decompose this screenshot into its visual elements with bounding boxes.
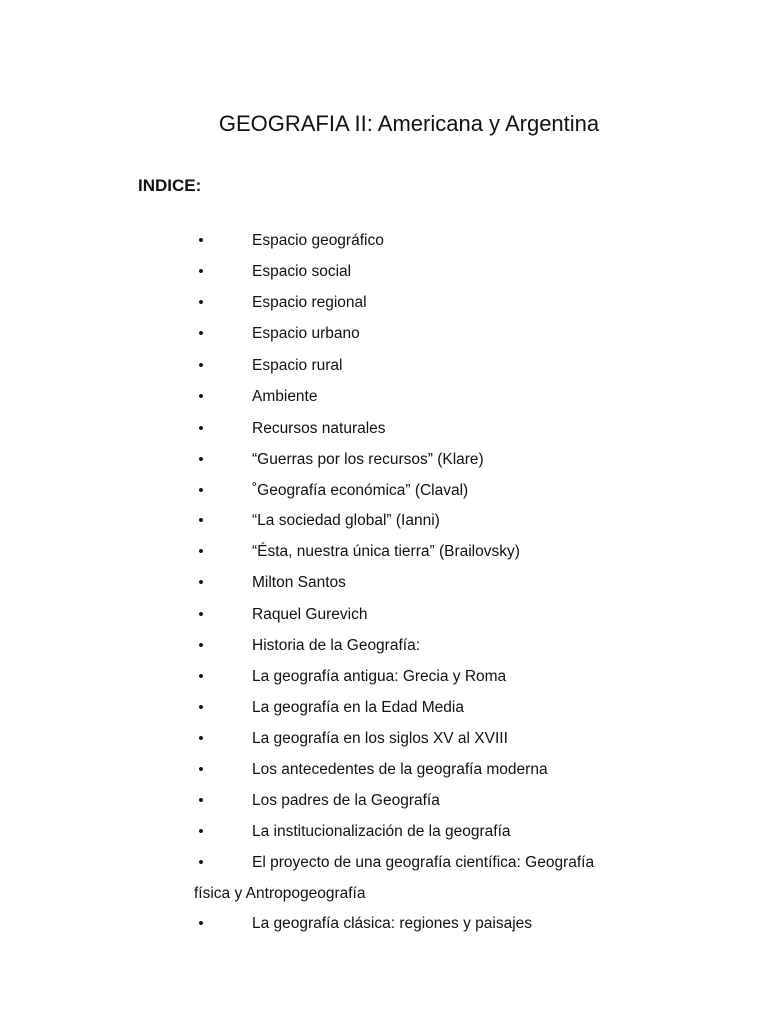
list-item-text: “La sociedad global” (Ianni) (252, 512, 440, 529)
bullet-icon: • (198, 482, 204, 499)
bullet-icon: • (198, 574, 204, 591)
list-item-text: Historia de la Geografía: (252, 637, 421, 654)
bullet-icon: • (198, 512, 204, 529)
list-item-text: ˚Geografía económica” (Claval) (252, 482, 469, 499)
bullet-icon: • (198, 543, 204, 560)
document-title: GEOGRAFIA II: Americana y Argentina (218, 111, 600, 136)
list-item-continuation: física y Antropogeografía (194, 885, 366, 902)
bullet-icon: • (198, 761, 204, 778)
bullet-icon: • (198, 420, 204, 437)
bullet-icon: • (198, 451, 204, 468)
list-item-text: Espacio rural (252, 357, 343, 374)
list-item-text: Espacio social (252, 263, 352, 280)
list-item-text: Milton Santos (252, 574, 346, 591)
bullet-icon: • (198, 823, 204, 840)
list-item-text: “Guerras por los recursos” (Klare) (252, 451, 484, 468)
list-item-text: Espacio regional (252, 294, 367, 311)
list-item-text: Los antecedentes de la geografía moderna (252, 761, 548, 778)
bullet-icon: • (198, 915, 204, 932)
list-item-text: La geografía clásica: regiones y paisajes (252, 915, 533, 932)
bullet-icon: • (198, 232, 204, 249)
index-heading: INDICE: (138, 176, 202, 195)
list-item-text: Recursos naturales (252, 420, 386, 437)
list-item-text: La institucionalización de la geografía (252, 823, 511, 840)
list-item-text: “Ésta, nuestra única tierra” (Brailovsky) (252, 543, 520, 560)
bullet-icon: • (198, 357, 204, 374)
list-item-text: Espacio geográfico (252, 232, 384, 249)
bullet-icon: • (198, 263, 204, 280)
bullet-icon: • (198, 606, 204, 623)
bullet-icon: • (198, 325, 204, 342)
list-item-text: La geografía en los siglos XV al XVIII (252, 730, 508, 747)
list-item-text: El proyecto de una geografía científica: Geografía (252, 854, 595, 871)
bullet-icon: • (198, 854, 204, 871)
bullet-icon: • (198, 730, 204, 747)
bullet-icon: • (198, 294, 204, 311)
bullet-icon: • (198, 637, 204, 654)
list-item-text: Los padres de la Geografía (252, 792, 440, 809)
list-item-text: La geografía en la Edad Media (252, 699, 464, 716)
list-item-text: Ambiente (252, 388, 318, 405)
list-item-text: La geografía antigua: Grecia y Roma (252, 668, 507, 685)
list-item-text: Espacio urbano (252, 325, 360, 342)
bullet-icon: • (198, 792, 204, 809)
bullet-icon: • (198, 388, 204, 405)
bullet-icon: • (198, 699, 204, 716)
bullet-icon: • (198, 668, 204, 685)
list-item-text: Raquel Gurevich (252, 606, 368, 623)
